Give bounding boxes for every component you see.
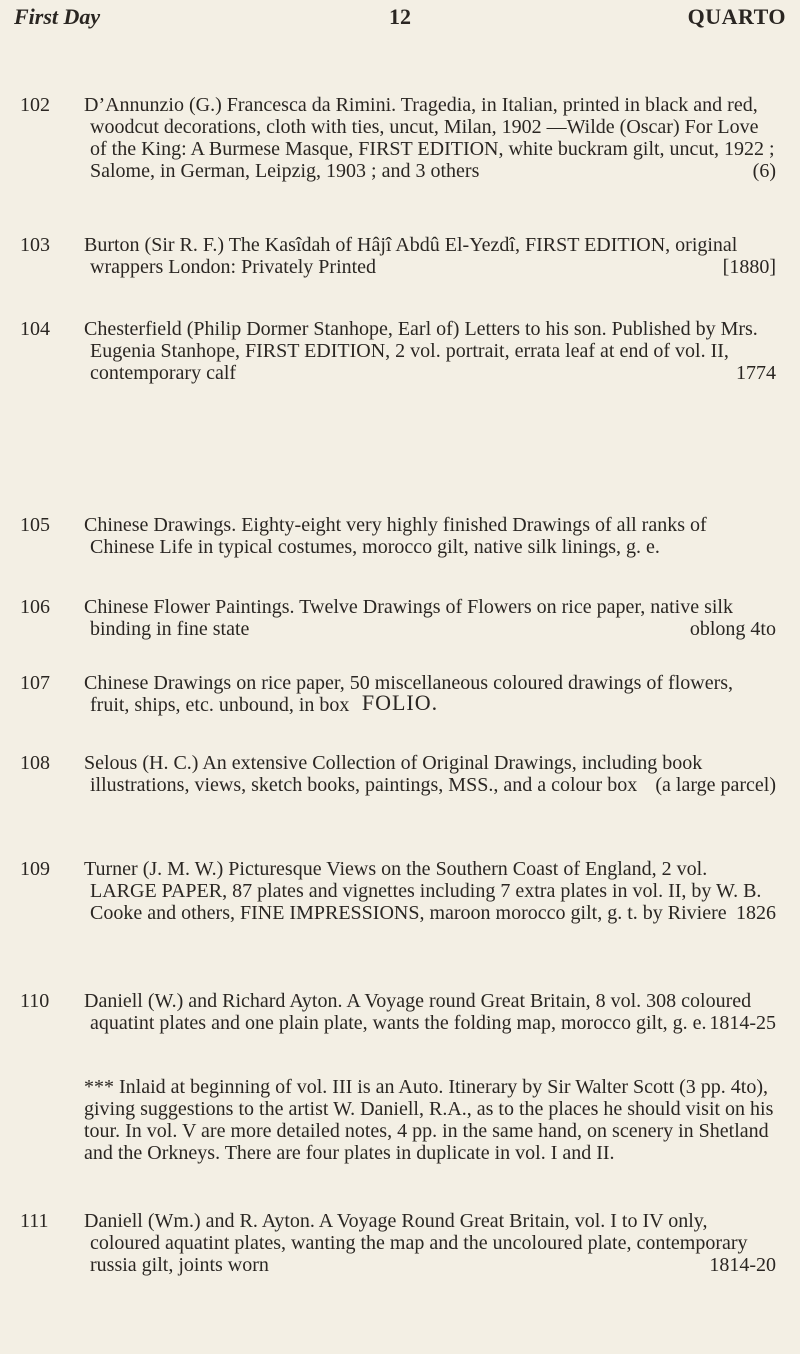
page-header [14, 0, 786, 44]
lot-date: (6) [752, 160, 776, 182]
lot-number: 108 [20, 752, 50, 774]
lot-description: Selous (H. C.) An extensive Collection of Original Drawings, including book illustrations, views, sketch books, paintings, MSS., and a colour box (a large parcel) [84, 752, 776, 796]
lot-description: D’Annunzio (G.) Francesca da Rimini. Tragedia, in Italian, printed in black and red, woodcut decorations, cloth with ties, uncut, Milan, 1902 —Wilde (Oscar) For Love of the King: A Burmese Masque, FIRST EDITION, white buckram gilt, uncut, 1922 ; Salome, in German, Leipzig, 1903 ; and 3 others (6) [84, 94, 776, 182]
lot-number: 106 [20, 596, 50, 618]
lot-description: Chesterfield (Philip Dormer Stanhope, Earl of) Letters to his son. Published by Mrs. Eugenia Stanhope, FIRST EDITION, 2 vol. portrait, errata leaf at end of vol. II, contemporary calf 1774 [84, 318, 776, 384]
section-title: FOLIO. [361, 690, 439, 715]
lot-date: oblong 4to [689, 618, 776, 640]
lot-description: Daniell (Wm.) and R. Ayton. A Voyage Round Great Britain, vol. I to IV only, coloured aquatint plates, wanting the map and the uncoloured plate, contemporary russia gilt, joints worn 1814-20 [84, 1210, 776, 1276]
lot-number: 111 [20, 1210, 49, 1232]
lot-number: 107 [20, 672, 50, 694]
lot-description: Chinese Drawings. Eighty-eight very highly finished Drawings of all ranks of Chinese Life in typical costumes, morocco gilt, native silk linings, g. e. [84, 514, 707, 558]
lot-description: Turner (J. M. W.) Picturesque Views on the Southern Coast of England, 2 vol. LARGE PAPER, 87 plates and vignettes including 7 extra plates in vol. II, by W. B. Cooke and others, FINE IMPRESSIONS, maroon morocco gilt, g. t. by Riviere 1826 [84, 858, 776, 924]
lot-note: *** Inlaid at beginning of vol. III is an Auto. Itinerary by Sir Walter Scott (3 pp. 4to), giving suggestions to the artist W. Daniell, R.A., as to the places he should visit on his tour. In vol. V are more detailed notes, 4 pp. in the same hand, on scenery in Shetland and the Orkneys. There are four plates in duplicate in vol. I and II. [84, 1076, 774, 1164]
lot-number: 109 [20, 858, 50, 880]
lot-description: Burton (Sir R. F.) The Kasîdah of Hâjî Abdû El-Yezdî, FIRST EDITION, original wrappers London: Privately Printed [1880] [84, 234, 776, 278]
lot-description: Chinese Flower Paintings. Twelve Drawings of Flowers on rice paper, native silk binding in fine state oblong 4to [84, 596, 776, 640]
page-number: 12 [389, 4, 411, 29]
lot-date: 1814-20 [709, 1254, 776, 1276]
lot-description: Chinese Drawings on rice paper, 50 miscellaneous coloured drawings of flowers, fruit, ships, etc. unbound, in box [84, 672, 734, 716]
lot-number: 102 [20, 94, 50, 116]
lot-date: 1814-25 [709, 1012, 776, 1034]
lot-date: (a large parcel) [655, 774, 776, 796]
lot-description: Daniell (W.) and Richard Ayton. A Voyage round Great Britain, 8 vol. 308 coloured aquatint plates and one plain plate, wants the folding map, morocco gilt, g. e. 1814-25 [84, 990, 776, 1034]
lot-number: 104 [20, 318, 50, 340]
lot-date: 1826 [736, 902, 776, 924]
lot-date: 1774 [736, 362, 776, 384]
header-day: First Day [14, 4, 101, 29]
lot-number: 110 [20, 990, 50, 1012]
lot-number: 103 [20, 234, 50, 256]
lot-date: [1880] [722, 256, 776, 278]
header-format: QUARTO [687, 4, 786, 29]
lot-number: 105 [20, 514, 50, 536]
